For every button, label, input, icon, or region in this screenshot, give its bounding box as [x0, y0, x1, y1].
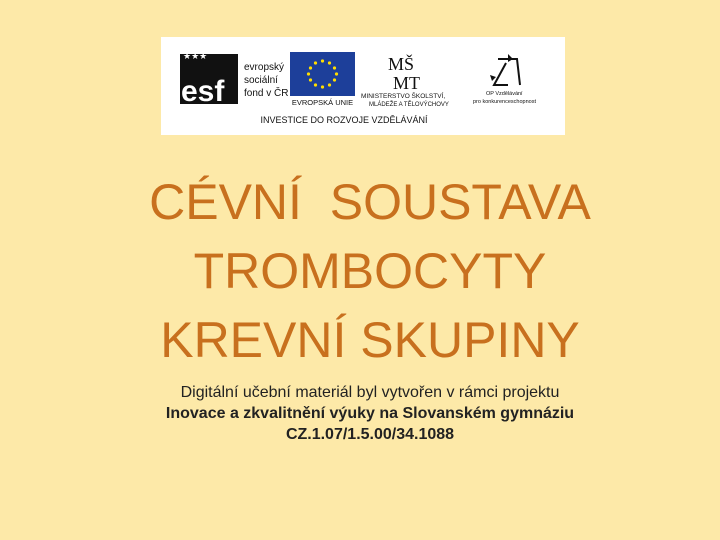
title-line-3: KREVNÍ SKUPINY: [160, 312, 580, 368]
op-logo: [473, 54, 536, 105]
logo-banner: [161, 37, 565, 135]
project-code: CZ.1.07/1.5.00/34.1088: [285, 426, 455, 443]
msmt-logo: [361, 53, 449, 108]
esf-stars-icon: ★★★: [183, 51, 208, 61]
eu-logo: [290, 52, 355, 107]
logo-tagline: INVESTICE DO ROZVOJE VZDĚLÁVÁNÍ: [260, 115, 428, 125]
title-line-2: TROMBOCYTY: [193, 243, 547, 299]
op-line2: pro konkurenceschopnost: [473, 99, 536, 105]
project-note-line-2: Inovace a zkvalitnění výuky na Slovanském gymnáziu: [165, 405, 575, 422]
esf-logo: [180, 51, 288, 108]
msmt-mark-bottom: MT: [393, 73, 420, 93]
esf-line3: fond v ČR: [244, 88, 289, 99]
esf-mark: esf: [181, 75, 225, 108]
slide-title: [0, 168, 720, 375]
esf-line1: evropský: [244, 62, 285, 73]
eu-caption: EVROPSKÁ UNIE: [291, 98, 354, 107]
msmt-mark-top: MŠ: [388, 54, 415, 74]
msmt-line1: MINISTERSTVO ŠKOLSTVÍ,: [361, 93, 446, 100]
msmt-line2: MLÁDEŽE A TĚLOVÝCHOVY: [369, 102, 449, 108]
title-line-1: CÉVNÍ SOUSTAVA: [149, 174, 591, 230]
logo-strip: [161, 37, 565, 135]
esf-line2: sociální: [244, 75, 278, 86]
project-note: [0, 382, 720, 445]
eu-flag-icon: [290, 52, 355, 96]
op-line1: OP Vzdělávání: [486, 91, 523, 97]
project-note-line-1: Digitální učební materiál byl vytvořen v rámci projektu: [180, 384, 560, 401]
op-triangle-icon: [490, 54, 520, 85]
